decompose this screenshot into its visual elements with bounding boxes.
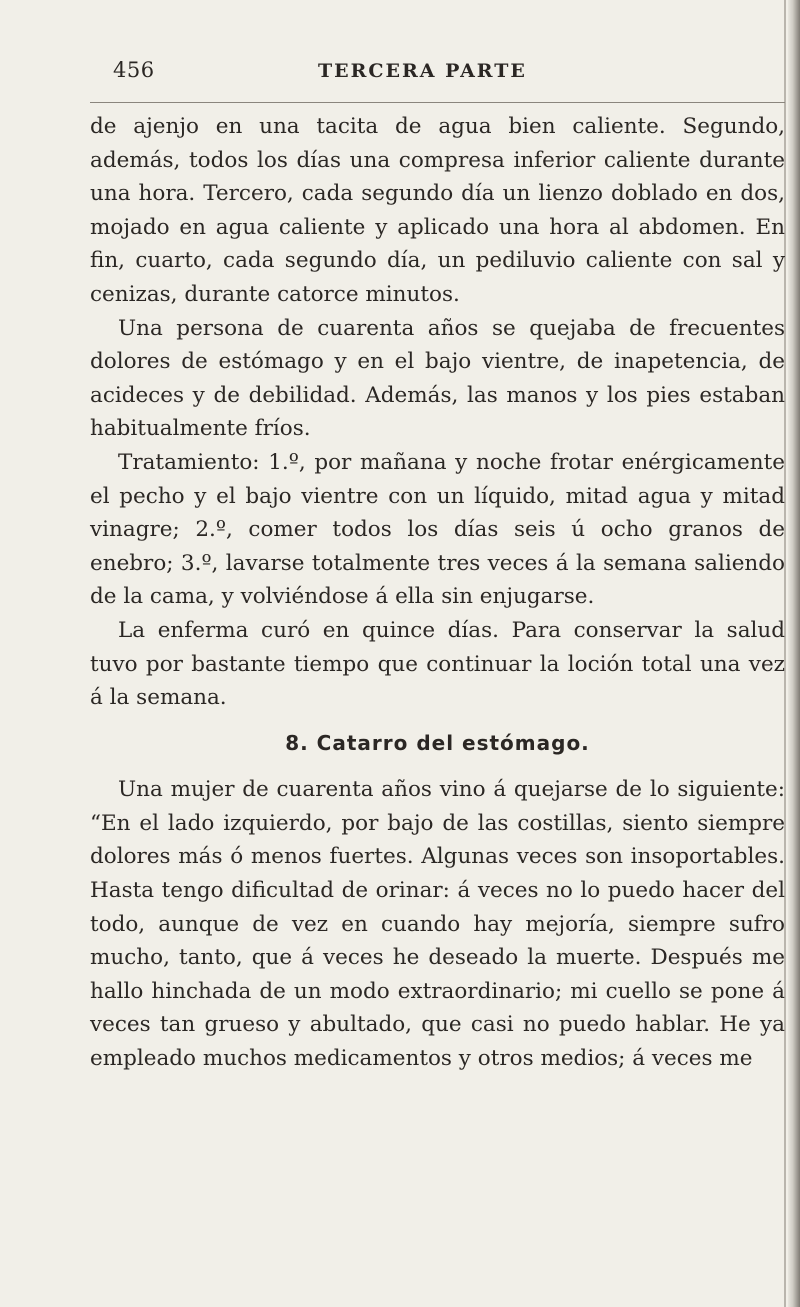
paragraph: Una persona de cuarenta años se quejaba de frecuentes dolores de estómago y en el bajo vientre, de inapetencia, de acideces y de debilidad. Además, las manos y los pies estaban habitualmente fríos. xyxy=(90,315,785,442)
running-head: TERCERA PARTE xyxy=(318,60,527,82)
paragraph: La enferma curó en quince días. Para conservar la salud tuvo por bastante tiempo que continuar la loción total una vez á la semana. xyxy=(90,617,785,711)
paragraph: de ajenjo en una tacita de agua bien caliente. Segundo, además, todos los días una compresa inferior caliente durante una hora. Tercero, cada segundo día un lienzo doblado en dos, mojado en agua caliente y aplicado una hora al abdomen. En fin, cuarto, cada segundo día, un pediluvio caliente con sal y cenizas, durante catorce minutos. xyxy=(90,114,785,307)
page-number: 456 xyxy=(113,58,155,82)
page-header xyxy=(113,58,763,88)
page-edge-shadow xyxy=(788,0,800,1307)
section-paragraph: Una mujer de cuarenta años vino á quejarse de lo siguiente: “En el lado izquierdo, por bajo de las costillas, siento siempre dolores más ó menos fuertes. Algunas veces son insoportables. Hasta tengo dificultad de orinar: á veces no lo puedo hacer del todo, aunque de vez en cuando hay mejoría, siempre sufro mucho, tanto, que á veces he deseado la muerte. Después me hallo hinchada de un modo extraordinario; mi cuello se pone á veces tan grueso y abultado, que casi no puedo hablar. He ya empleado muchos medicamentos y otros medios; á veces me xyxy=(90,777,785,1072)
paragraph: Tratamiento: 1.º, por mañana y noche frotar enérgicamente el pecho y el bajo vientre con un líquido, mitad agua y mitad vinagre; 2.º, comer todos los días seis ú ocho granos de enebro; 3.º, lavarse totalmente tres veces á la semana saliendo de la cama, y volviéndose á ella sin enjugarse. xyxy=(90,449,785,610)
section-heading: 8. Catarro del estómago. xyxy=(285,730,590,755)
header-rule xyxy=(90,102,785,103)
page-body xyxy=(90,110,785,1076)
